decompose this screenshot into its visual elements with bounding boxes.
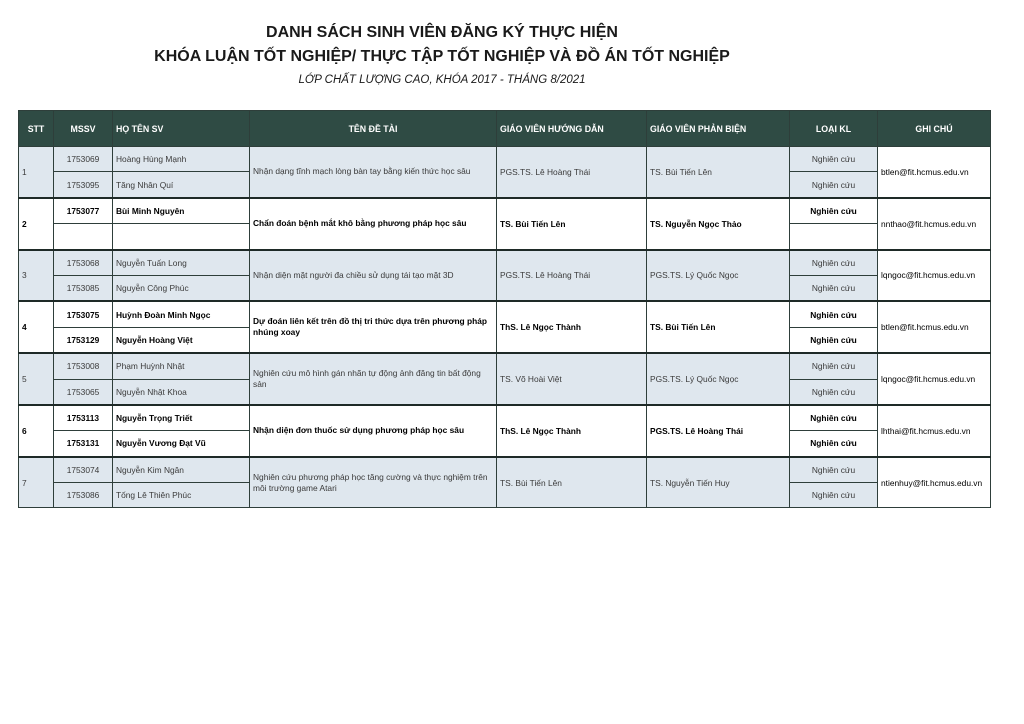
type-cell: Nghiên cứu (790, 457, 878, 483)
col-header-advisor: GIÁO VIÊN HƯỚNG DẪN (497, 111, 647, 147)
advisor-cell: TS. Bùi Tiến Lên (497, 198, 647, 250)
mssv-cell: 1753069 (54, 147, 113, 172)
topic-cell: Dự đoán liên kết trên đồ thị tri thức dựa trên phương pháp nhúng xoay (250, 301, 497, 353)
col-header-reviewer: GIÁO VIÊN PHẢN BIỆN (647, 111, 790, 147)
student-name-cell: Tống Lê Thiên Phúc (113, 483, 250, 508)
type-cell: Nghiên cứu (790, 301, 878, 327)
topic-cell: Nghiên cứu mô hình gán nhãn tự động ảnh đăng tin bất động sản (250, 353, 497, 405)
mssv-cell: 1753113 (54, 405, 113, 431)
stt-cell: 4 (19, 301, 54, 353)
mssv-cell (54, 224, 113, 250)
table-row (19, 250, 991, 276)
registration-table (18, 110, 991, 508)
advisor-cell: TS. Võ Hoài Việt (497, 353, 647, 405)
reviewer-cell: TS. Nguyễn Tiến Huy (647, 457, 790, 508)
mssv-cell: 1753095 (54, 172, 113, 198)
student-name-cell: Nguyễn Tuấn Long (113, 250, 250, 276)
page-title: DANH SÁCH SINH VIÊN ĐĂNG KÝ THỰC HIỆN (266, 24, 618, 41)
type-cell: Nghiên cứu (790, 250, 878, 276)
type-cell: Nghiên cứu (790, 353, 878, 379)
reviewer-cell: PGS.TS. Lê Hoàng Thái (647, 405, 790, 457)
student-name-cell: Nguyễn Công Phúc (113, 275, 250, 301)
table-row (19, 147, 991, 172)
mssv-cell: 1753085 (54, 275, 113, 301)
table-row (19, 301, 991, 327)
advisor-cell: ThS. Lê Ngọc Thành (497, 405, 647, 457)
student-name-cell: Bùi Minh Nguyên (113, 198, 250, 224)
student-name-cell: Nguyễn Nhật Khoa (113, 379, 250, 405)
mssv-cell: 1753129 (54, 327, 113, 353)
advisor-cell: PGS.TS. Lê Hoàng Thái (497, 147, 647, 198)
topic-cell: Nghiên cứu phương pháp học tăng cường và thực nghiệm trên môi trường game Atari (250, 457, 497, 508)
stt-cell: 7 (19, 457, 54, 508)
type-cell: Nghiên cứu (790, 431, 878, 457)
reviewer-cell: PGS.TS. Lý Quốc Ngọc (647, 353, 790, 405)
page-title-line2: KHÓA LUẬN TỐT NGHIỆP/ THỰC TẬP TỐT NGHIỆP VÀ ĐỒ ÁN TỐT NGHIỆP (154, 48, 730, 65)
reviewer-cell: TS. Nguyễn Ngọc Thảo (647, 198, 790, 250)
reviewer-cell: TS. Bùi Tiến Lên (647, 301, 790, 353)
student-name-cell: Phạm Huỳnh Nhật (113, 353, 250, 379)
note-email-cell: lhthai@fit.hcmus.edu.vn (878, 405, 991, 457)
type-cell: Nghiên cứu (790, 483, 878, 508)
stt-cell: 2 (19, 198, 54, 250)
mssv-cell: 1753065 (54, 379, 113, 405)
topic-cell: Nhận diện đơn thuốc sử dụng phương pháp học sâu (250, 405, 497, 457)
student-name-cell: Tăng Nhân Quí (113, 172, 250, 198)
type-cell: Nghiên cứu (790, 172, 878, 198)
stt-cell: 5 (19, 353, 54, 405)
type-cell: Nghiên cứu (790, 327, 878, 353)
student-name-cell: Nguyễn Hoàng Việt (113, 327, 250, 353)
stt-cell: 3 (19, 250, 54, 302)
note-email-cell: lqngoc@fit.hcmus.edu.vn (878, 250, 991, 302)
reviewer-cell: TS. Bùi Tiến Lên (647, 147, 790, 198)
note-email-cell: ntienhuy@fit.hcmus.edu.vn (878, 457, 991, 508)
advisor-cell: TS. Bùi Tiến Lên (497, 457, 647, 508)
stt-cell: 1 (19, 147, 54, 198)
mssv-cell: 1753086 (54, 483, 113, 508)
student-name-cell: Hoàng Hùng Mạnh (113, 147, 250, 172)
student-name-cell: Nguyễn Kim Ngân (113, 457, 250, 483)
note-email-cell: btlen@fit.hcmus.edu.vn (878, 301, 991, 353)
student-name-cell (113, 224, 250, 250)
type-cell: Nghiên cứu (790, 405, 878, 431)
table-header-row (19, 111, 991, 147)
topic-cell: Nhận diện mặt người đa chiều sử dụng tái tạo mặt 3D (250, 250, 497, 302)
col-header-name: HỌ TÊN SV (113, 111, 250, 147)
mssv-cell: 1753074 (54, 457, 113, 483)
topic-cell: Nhận dạng tĩnh mạch lòng bàn tay bằng kiến thức học sâu (250, 147, 497, 198)
col-header-stt: STT (19, 111, 54, 147)
table-row (19, 457, 991, 483)
table-row (19, 198, 991, 224)
topic-cell: Chẩn đoán bệnh mắt khô bằng phương pháp học sâu (250, 198, 497, 250)
type-cell (790, 224, 878, 250)
advisor-cell: PGS.TS. Lê Hoàng Thái (497, 250, 647, 302)
type-cell: Nghiên cứu (790, 275, 878, 301)
advisor-cell: ThS. Lê Ngọc Thành (497, 301, 647, 353)
mssv-cell: 1753077 (54, 198, 113, 224)
stt-cell: 6 (19, 405, 54, 457)
table-row (19, 353, 991, 379)
col-header-note: GHI CHÚ (878, 111, 991, 147)
mssv-cell: 1753131 (54, 431, 113, 457)
student-name-cell: Huỳnh Đoàn Minh Ngọc (113, 301, 250, 327)
reviewer-cell: PGS.TS. Lý Quốc Ngọc (647, 250, 790, 302)
note-email-cell: nnthao@fit.hcmus.edu.vn (878, 198, 991, 250)
note-email-cell: btlen@fit.hcmus.edu.vn (878, 147, 991, 198)
type-cell: Nghiên cứu (790, 379, 878, 405)
col-header-topic: TÊN ĐỀ TÀI (250, 111, 497, 147)
note-email-cell: lqngoc@fit.hcmus.edu.vn (878, 353, 991, 405)
type-cell: Nghiên cứu (790, 198, 878, 224)
col-header-mssv: MSSV (54, 111, 113, 147)
mssv-cell: 1753075 (54, 301, 113, 327)
mssv-cell: 1753008 (54, 353, 113, 379)
table-row (19, 405, 991, 431)
page-subtitle: LỚP CHẤT LƯỢNG CAO, KHÓA 2017 - THÁNG 8/2021 (298, 74, 586, 86)
type-cell: Nghiên cứu (790, 147, 878, 172)
student-name-cell: Nguyễn Vương Đạt Vũ (113, 431, 250, 457)
col-header-type: LOẠI KL (790, 111, 878, 147)
student-name-cell: Nguyễn Trọng Triết (113, 405, 250, 431)
mssv-cell: 1753068 (54, 250, 113, 276)
